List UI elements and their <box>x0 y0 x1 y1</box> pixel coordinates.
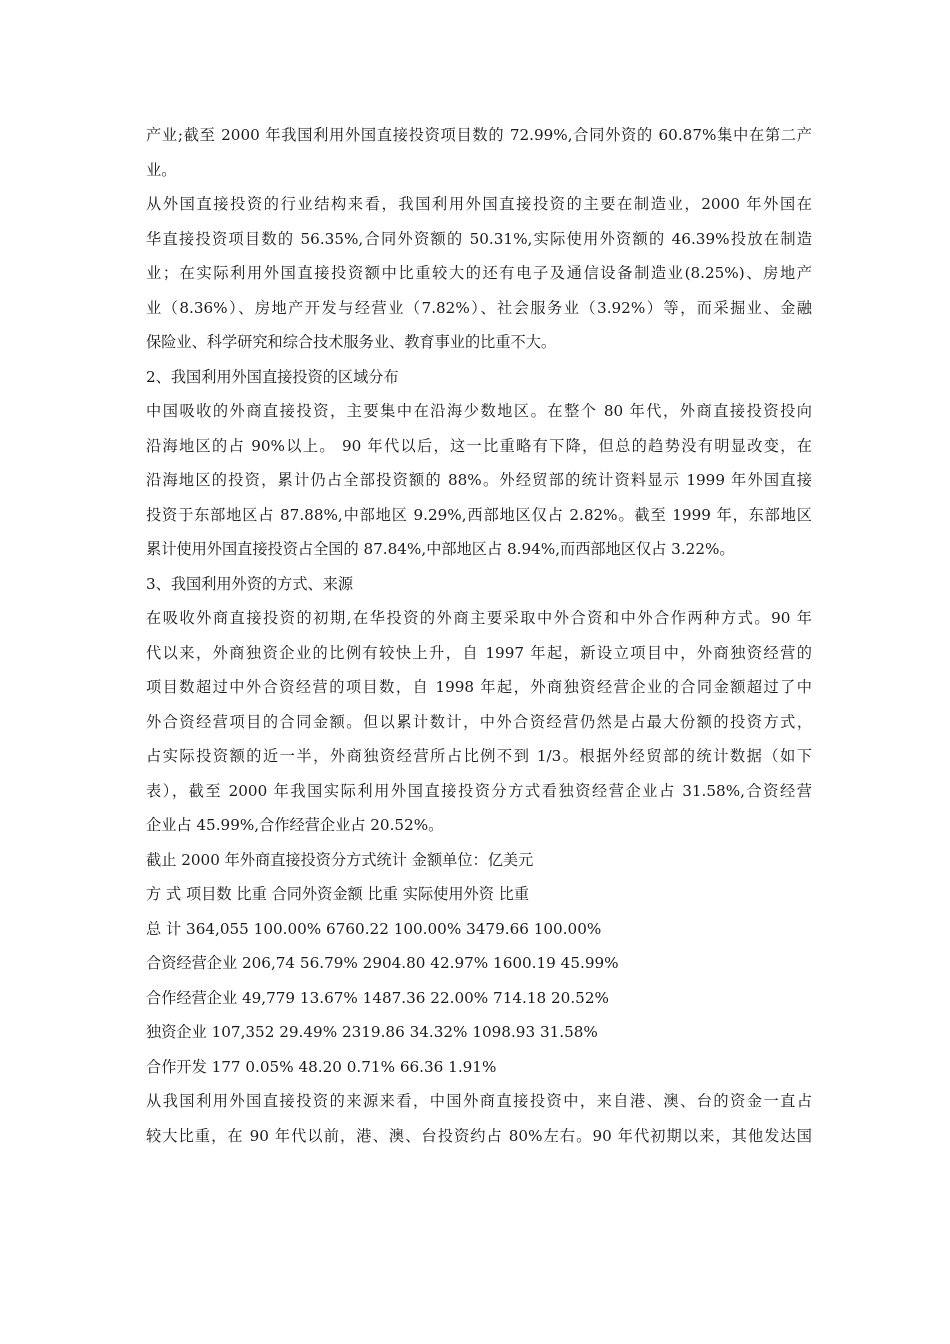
text-line: 从外国直接投资的行业结构来看，我国利用外国直接投资的主要在制造业，2000 年外国在 <box>146 195 812 213</box>
text-line: 保险业、科学研究和综合技术服务业、教育事业的比重不大。 <box>146 333 557 351</box>
text-line: 企业占 45.99%,合作经营企业占 20.52%。 <box>146 816 444 834</box>
text-line: 截止 2000 年外商直接投资分方式统计 金额单位：亿美元 <box>146 850 534 869</box>
text-line: 沿海地区的投资，累计仍占全部投资额的 88%。外经贸部的统计资料显示 1999 年外国直接 <box>146 471 812 489</box>
text-line: 代以来，外商独资企业的比例有较快上升，自 1997 年起，新设立项目中，外商独资经营的 <box>146 643 812 662</box>
text-line: 华直接投资项目数的 56.35%,合同外资额的 50.31%,实际使用外资额的 46.39%投放在制造 <box>146 229 812 248</box>
text-line: 中国吸收的外商直接投资，主要集中在沿海少数地区。在整个 80 年代，外商直接投资投向 <box>146 402 812 420</box>
text-line: 合作经营企业 49,779 13.67% 1487.36 22.00% 714.18 20.52% <box>146 988 609 1007</box>
text-line: 合资经营企业 206,74 56.79% 2904.80 42.97% 1600.19 45.99% <box>146 954 619 972</box>
document-body <box>146 118 812 1153</box>
text-line: 业（8.36%）、房地产开发与经营业（7.82%）、社会服务业（3.92%）等，而采掘业、金融 <box>146 298 812 317</box>
text-line: 3、我国利用外资的方式、来源 <box>146 574 354 593</box>
text-line: 项目数超过中外合资经营的项目数，自 1998 年起，外商独资经营企业的合同金额超过了中 <box>146 678 812 696</box>
text-line: 方 式 项目数 比重 合同外资金额 比重 实际使用外资 比重 <box>146 885 530 903</box>
text-line: 较大比重，在 90 年代以前，港、澳、台投资约占 80%左右。90 年代初期以来，其他发达国 <box>146 1126 812 1145</box>
text-line: 2、我国利用外国直接投资的区域分布 <box>146 367 399 386</box>
text-line: 在吸收外商直接投资的初期,在华投资的外商主要采取中外合资和中外合作两种方式。90 年 <box>146 609 812 627</box>
text-line: 累计使用外国直接投资占全国的 87.84%,中部地区占 8.94%,而西部地区仅占 3.22%。 <box>146 540 735 558</box>
text-line: 产业;截至 2000 年我国利用外国直接投资项目数的 72.99%,合同外资的 60.87%集中在第二产 <box>146 126 812 144</box>
text-line: 表），截至 2000 年我国实际利用外国直接投资分方式看独资经营企业占 31.58%,合资经营 <box>146 781 812 800</box>
text-line: 从我国利用外国直接投资的来源来看，中国外商直接投资中，来自港、澳、台的资金一直占 <box>146 1092 812 1110</box>
text-line: 独资企业 107,352 29.49% 2319.86 34.32% 1098.93 31.58% <box>146 1023 598 1041</box>
text-line: 业；在实际利用外国直接投资额中比重较大的还有电子及通信设备制造业(8.25%)、房地产 <box>146 264 812 282</box>
text-line: 沿海地区的占 90%以上。 90 年代以后，这一比重略有下降，但总的趋势没有明显改变，在 <box>146 436 812 455</box>
text-line: 投资于东部地区占 87.88%,中部地区 9.29%,西部地区仅占 2.82%。截至 1999 年，东部地区 <box>146 505 812 524</box>
text-line: 占实际投资额的近一半，外商独资经营所占比例不到 1/3。根据外经贸部的统计数据（如下 <box>146 747 812 765</box>
text-line: 合作开发 177 0.05% 48.20 0.71% 66.36 1.91% <box>146 1057 497 1076</box>
text-line: 总 计 364,055 100.00% 6760.22 100.00% 3479.66 100.00% <box>146 919 602 938</box>
text-line: 外合资经营项目的合同金额。但以累计数计，中外合资经营仍然是占最大份额的投资方式， <box>146 712 812 731</box>
text-line: 业。 <box>146 160 177 179</box>
